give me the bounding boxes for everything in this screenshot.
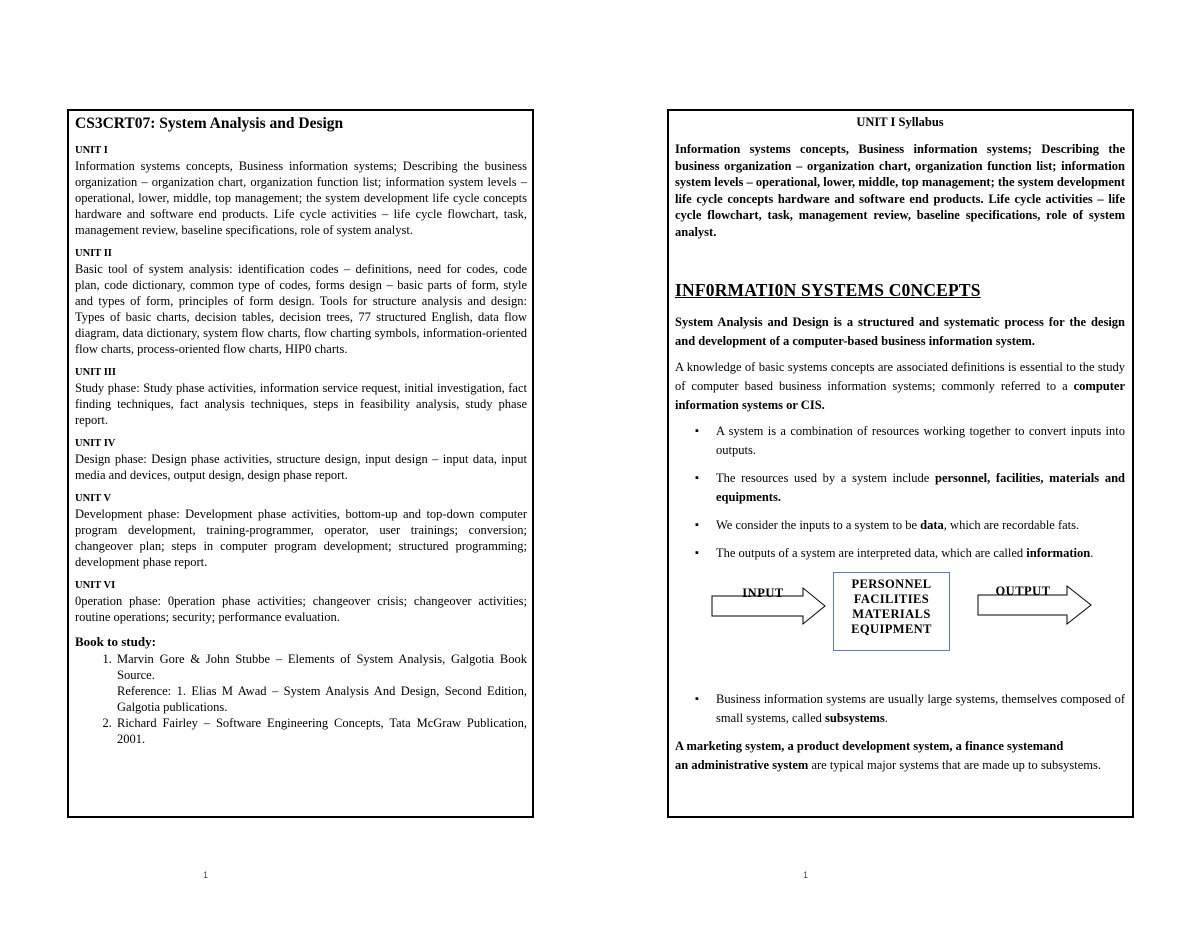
system-diagram	[675, 572, 1125, 690]
unit-block	[75, 247, 527, 357]
output-arrow	[977, 584, 1093, 626]
bullet-text-end: .	[1090, 546, 1094, 560]
bullet-text-end: , which are recordable fats.	[943, 518, 1080, 532]
closing-bold: A marketing system, a product development system, a finance systemand	[675, 739, 1064, 753]
book-reference: Reference: 1. Elias M Awad – System Analysis And Design, Second Edition, Galgotia publications.	[117, 684, 527, 714]
closing-bold: an administrative system	[675, 758, 809, 772]
left-page	[67, 109, 534, 818]
bullet-bold: subsystems	[825, 711, 885, 725]
page-number-left: 1	[203, 870, 209, 880]
unit-description: Basic tool of system analysis: identification codes – definitions, need for codes, code plan, code dictionary, common type of codes, forms design – basic parts of form, style and types of form, principles of form design. Tools for structure analysis and design: Types of basic charts, decision tables, decision trees, 77 structured English, data flow diagram, data dictionary, system flow charts, flow charting symbols, information-oriented flow charts, process-oriented flow charts, HIP0 charts.	[75, 262, 527, 356]
unit-description: Study phase: Study phase activities, information service request, initial investigation, fact finding techniques, fact analysis techniques, steps in feasibility analysis, study phase report.	[75, 381, 527, 427]
bullet-item	[695, 690, 1125, 728]
book-list	[75, 651, 527, 747]
bullet-bold: information	[1026, 546, 1091, 560]
unit-block	[75, 579, 527, 625]
unit-description: Development phase: Development phase activities, bottom-up and top-down computer program development, training-programmer, operator, user trainings; conversion; changeover plan; steps in computer program development; structured programming; development phase report.	[75, 507, 527, 569]
unit-description: Information systems concepts, Business information systems; Describing the business organization – organization chart, organization function list; information system levels – operational, lower, middle, top management; the system development life cycle concepts hardware and software end products. Life cycle activities – life cycle flowchart, task, management review, baseline specifications, role of system analyst.	[75, 159, 527, 237]
concept-bullet-list	[675, 422, 1125, 563]
closing-text: are typical major systems that are made up to subsystems.	[808, 758, 1101, 772]
resource-line: PERSONNEL	[851, 577, 932, 591]
input-arrow	[711, 586, 827, 626]
knowledge-paragraph	[675, 358, 1125, 415]
subsystem-bullet-list	[675, 690, 1125, 728]
bullet-text: We consider the inputs to a system to be	[716, 518, 921, 532]
syllabus-title: UNIT I Syllabus	[856, 115, 944, 129]
bullet-text-end: .	[884, 711, 888, 725]
unit-block	[75, 144, 527, 238]
unit-heading: UNIT II	[75, 248, 112, 259]
unit-description: 0peration phase: 0peration phase activities; changeover crisis; changeover activities; routine operations; security; performance evaluation.	[75, 594, 527, 624]
book-text: Richard Fairley – Software Engineering Concepts, Tata McGraw Publication, 2001.	[117, 716, 527, 746]
closing-paragraph	[675, 737, 1125, 775]
resources-box	[833, 572, 950, 651]
course-title: CS3CRT07: System Analysis and Design	[75, 115, 344, 132]
bullet-bold: personnel, facilities, materials and equipments.	[716, 471, 1125, 504]
knowledge-text: A knowledge of basic systems concepts are associated definitions is essential to the study of computer based business information systems; commonly referred to a	[675, 360, 1125, 393]
resource-line: EQUIPMENT	[851, 622, 932, 636]
intro-paragraph: System Analysis and Design is a structured and systematic process for the design and development of a computer-based business information system.	[675, 315, 1125, 348]
book-text: Marvin Gore & John Stubbe – Elements of System Analysis, Galgotia Book Source.	[117, 652, 527, 682]
bullet-text: The outputs of a system are interpreted data, which are called	[716, 546, 1027, 560]
bullet-text: The resources used by a system include	[716, 471, 935, 485]
unit-heading: UNIT I	[75, 145, 108, 156]
book-heading: Book to study:	[75, 634, 156, 649]
unit-heading: UNIT VI	[75, 580, 116, 591]
book-item	[115, 715, 527, 747]
bullet-text: Business information systems are usually large systems, themselves composed of small systems, called	[716, 692, 1125, 725]
section-title: INF0RMATI0N SYSTEMS C0NCEPTS	[675, 280, 981, 300]
bullet-item	[695, 544, 1125, 563]
book-item	[115, 651, 527, 715]
bullet-bold: data	[920, 518, 944, 532]
bullet-item	[695, 422, 1125, 460]
unit-block	[75, 366, 527, 428]
resource-line: MATERIALS	[852, 607, 931, 621]
knowledge-bold: computer information systems or CIS.	[675, 379, 1125, 412]
input-label: INPUT	[742, 586, 784, 600]
bullet-item	[695, 516, 1125, 535]
right-page	[667, 109, 1134, 818]
output-label: OUTPUT	[995, 584, 1051, 598]
unit-block	[75, 437, 527, 483]
bullet-item	[695, 469, 1125, 507]
resource-line: FACILITIES	[853, 592, 930, 606]
unit-block	[75, 492, 527, 570]
bullet-text: A system is a combination of resources working together to convert inputs into outputs.	[716, 424, 1125, 457]
unit-description: Design phase: Design phase activities, structure design, input design – input data, input media and devices, output design, design phase report.	[75, 452, 527, 482]
syllabus-text: Information systems concepts, Business information systems; Describing the business organization – organization chart, organization function list; information system levels – operational, lower, middle, top management; the system development life cycle concepts hardware and software end products. Life cycle activities – life cycle flowchart, task, management review, baseline specifications, role of system analyst.	[675, 142, 1125, 239]
unit-heading: UNIT III	[75, 367, 116, 378]
unit-heading: UNIT IV	[75, 438, 116, 449]
unit-heading: UNIT V	[75, 493, 112, 504]
page-number-right: 1	[803, 870, 809, 880]
